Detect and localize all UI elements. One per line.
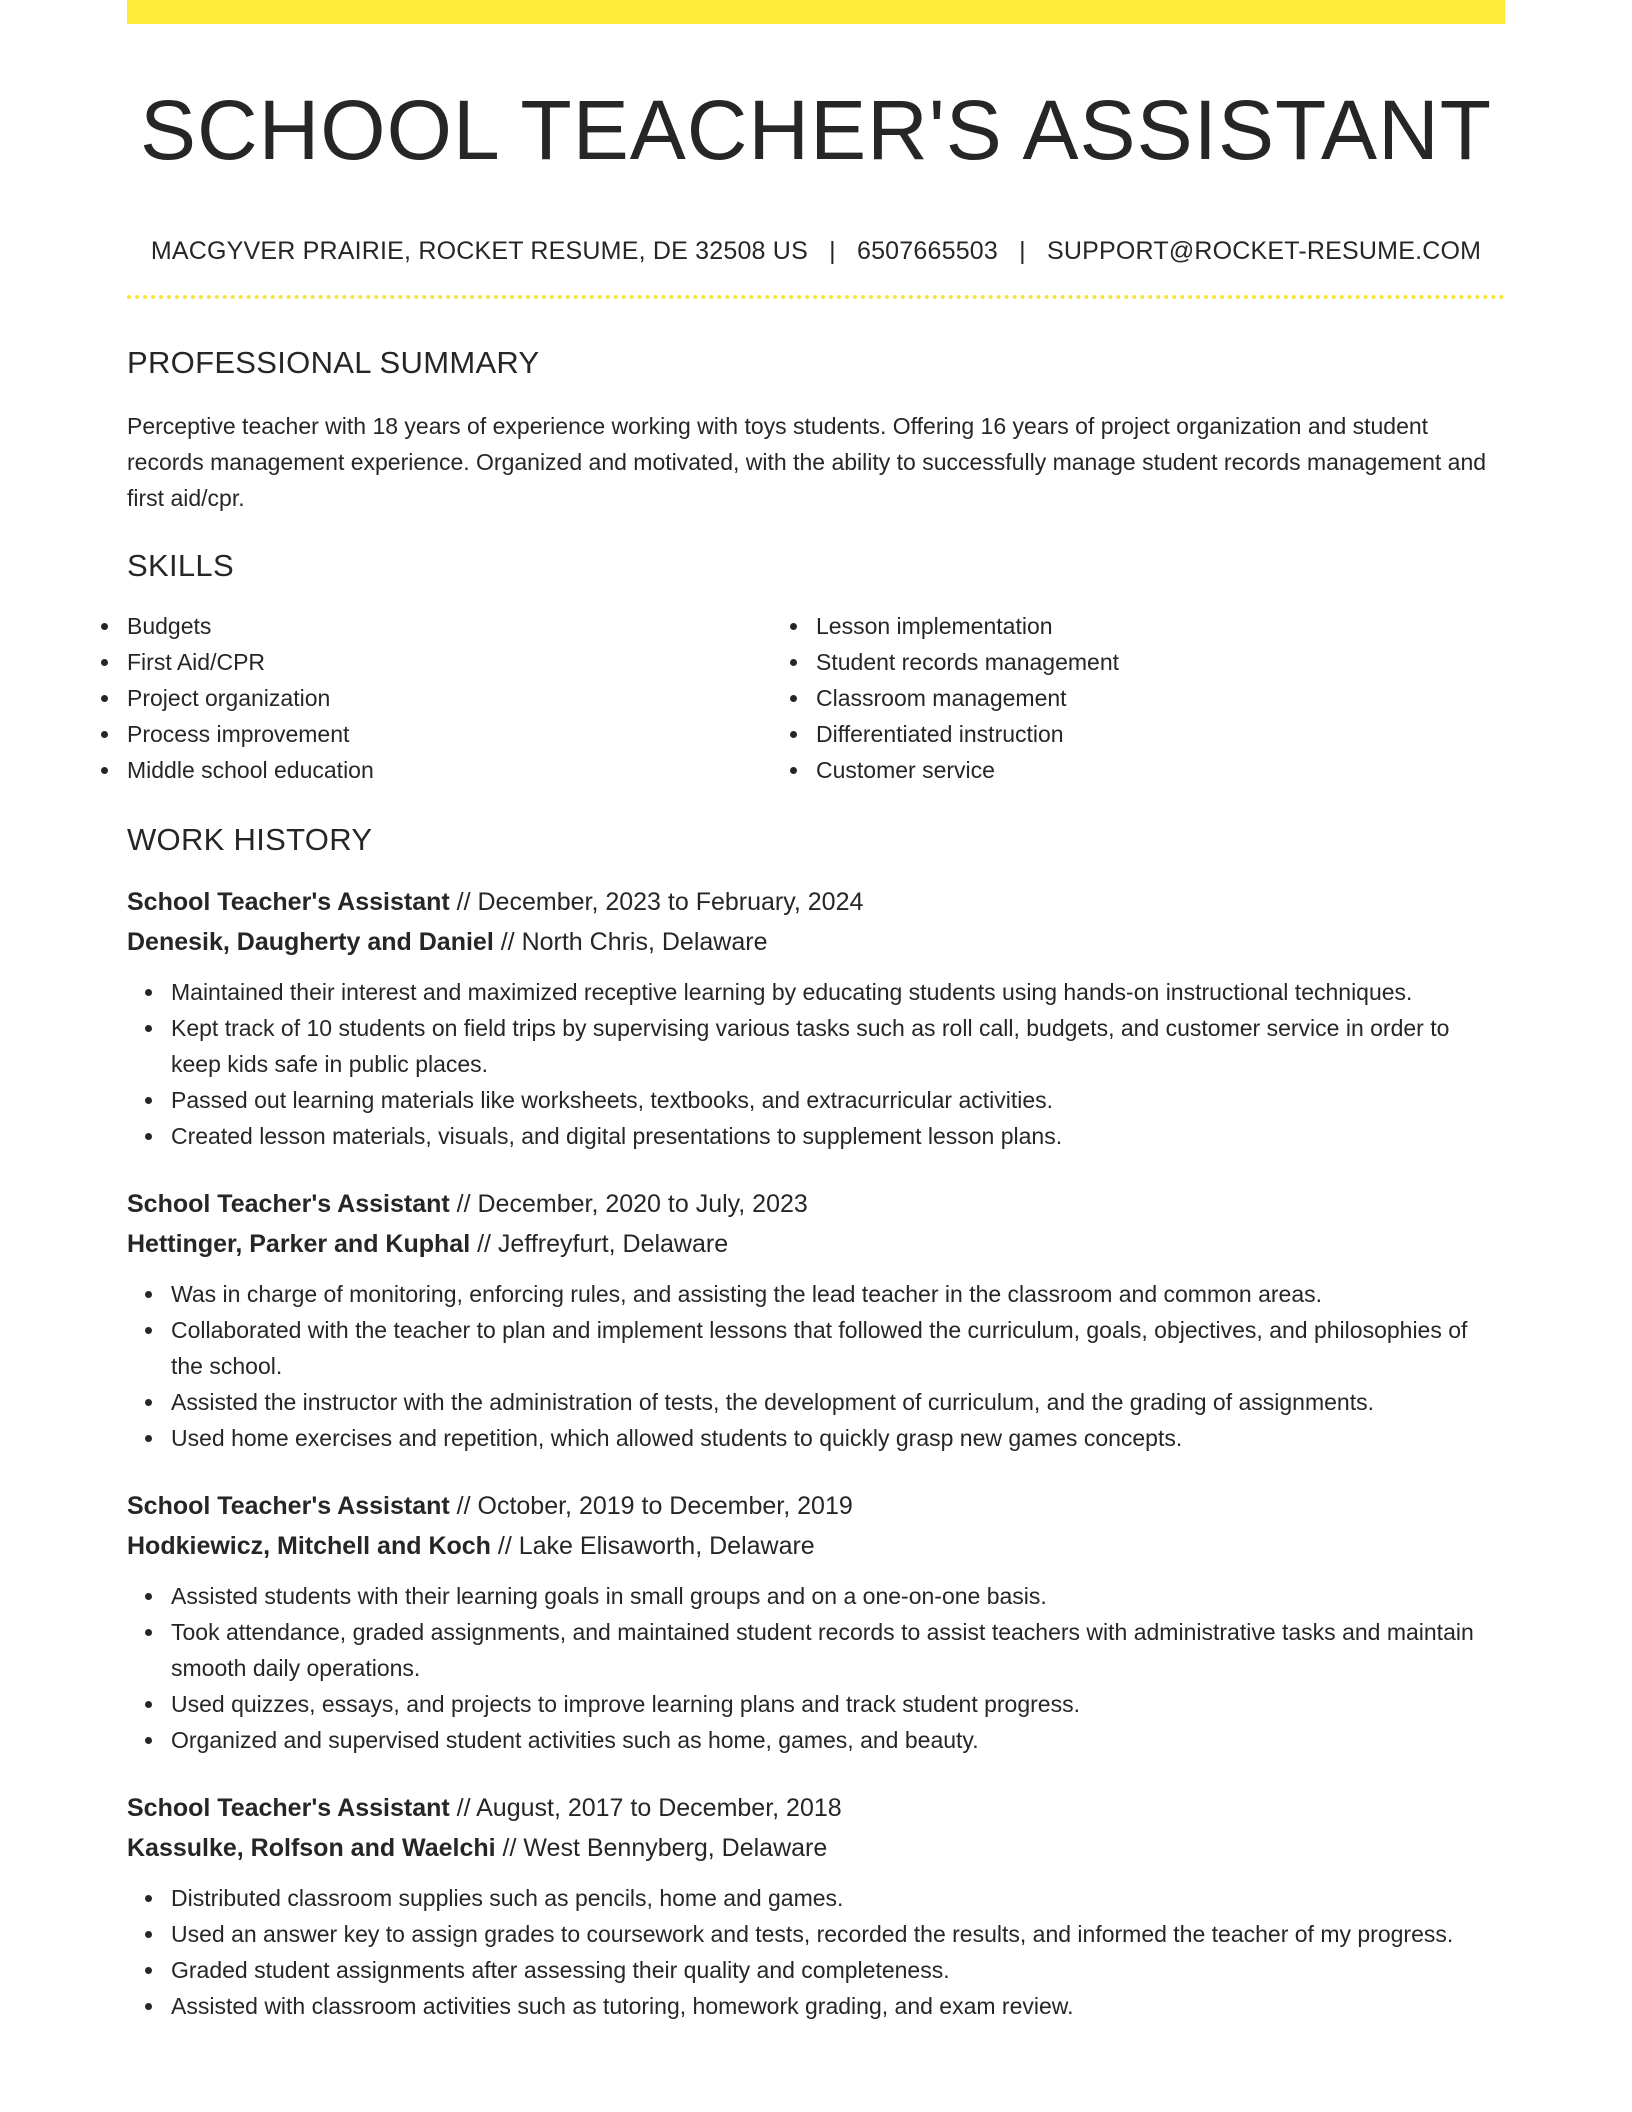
duty-item: Created lesson materials, visuals, and digital presentations to supplement lesson plans. xyxy=(171,1118,1505,1154)
skill-item: Student records management xyxy=(816,644,1505,680)
contact-phone: 6507665503 xyxy=(856,237,999,265)
skill-item: Differentiated instruction xyxy=(816,716,1505,752)
job-duties xyxy=(127,1276,1505,1456)
skill-item: Middle school education xyxy=(127,752,816,788)
contact-email: SUPPORT@ROCKET-RESUME.COM xyxy=(1047,237,1482,265)
job-duties xyxy=(127,1880,1505,2024)
duty-item: Collaborated with the teacher to plan and implement lessons that followed the curriculum, goals, objectives, and philosophies of the school. xyxy=(171,1312,1505,1384)
duty-item: Assisted with classroom activities such as tutoring, homework grading, and exam review. xyxy=(171,1988,1505,2024)
job-company: Hodkiewicz, Mitchell and Koch xyxy=(127,1532,491,1560)
job-dates: // December, 2023 to February, 2024 xyxy=(449,888,864,916)
duty-item: Kept track of 10 students on field trips by supervising various tasks such as roll call, budgets, and customer service in order to keep kids safe in public places. xyxy=(171,1010,1505,1082)
skills-list-right xyxy=(816,608,1505,788)
duty-item: Used an answer key to assign grades to coursework and tests, recorded the results, and informed the teacher of my progress. xyxy=(171,1916,1505,1952)
job-role: School Teacher's Assistant xyxy=(127,1492,450,1520)
job-entry xyxy=(127,1486,1505,1758)
duty-item: Assisted the instructor with the administration of tests, the development of curriculum, and the grading of assignments. xyxy=(171,1384,1505,1420)
summary-text: Perceptive teacher with 18 years of experience working with toys students. Offering 16 years of project organization and student records management experience. Organized and motivated, with the ability to successfully manage student records management and first aid/cpr. xyxy=(127,413,1487,511)
job-entry xyxy=(127,1184,1505,1456)
contact-line xyxy=(127,235,1505,267)
skill-item: Customer service xyxy=(816,752,1505,788)
job-dates: // December, 2020 to July, 2023 xyxy=(449,1190,808,1218)
job-entry xyxy=(127,1788,1505,2024)
duty-item: Distributed classroom supplies such as pencils, home and games. xyxy=(171,1880,1505,1916)
work-history-heading: WORK HISTORY xyxy=(127,822,373,857)
job-dates: // August, 2017 to December, 2018 xyxy=(449,1794,842,1822)
skill-item: Lesson implementation xyxy=(816,608,1505,644)
contact-separator: | xyxy=(1019,237,1026,265)
duty-item: Organized and supervised student activities such as home, games, and beauty. xyxy=(171,1722,1505,1758)
resume-content xyxy=(127,0,1505,2024)
job-location: // North Chris, Delaware xyxy=(493,928,768,956)
skill-item: Process improvement xyxy=(127,716,816,752)
skills-heading: SKILLS xyxy=(127,548,234,583)
job-dates: // October, 2019 to December, 2019 xyxy=(449,1492,853,1520)
job-role-line xyxy=(127,1184,1505,1224)
job-role: School Teacher's Assistant xyxy=(127,1794,450,1822)
duty-item: Was in charge of monitoring, enforcing rules, and assisting the lead teacher in the classroom and common areas. xyxy=(171,1276,1505,1312)
skill-item: First Aid/CPR xyxy=(127,644,816,680)
duty-item: Graded student assignments after assessing their quality and completeness. xyxy=(171,1952,1505,1988)
contact-separator: | xyxy=(829,237,836,265)
skill-item: Classroom management xyxy=(816,680,1505,716)
job-role-line xyxy=(127,1788,1505,1828)
job-company-line xyxy=(127,1224,1505,1264)
job-role-line xyxy=(127,882,1505,922)
duty-item: Passed out learning materials like worksheets, textbooks, and extracurricular activities. xyxy=(171,1082,1505,1118)
job-role: School Teacher's Assistant xyxy=(127,1190,450,1218)
job-duties xyxy=(127,1578,1505,1758)
job-duties xyxy=(127,974,1505,1154)
job-location: // Jeffreyfurt, Delaware xyxy=(470,1230,729,1258)
job-company: Kassulke, Rolfson and Waelchi xyxy=(127,1834,496,1862)
skill-item: Budgets xyxy=(127,608,816,644)
duty-item: Took attendance, graded assignments, and maintained student records to assist teachers with administrative tasks and maintain smooth daily operations. xyxy=(171,1614,1505,1686)
skill-item: Project organization xyxy=(127,680,816,716)
skills-list-left xyxy=(127,608,816,788)
job-company-line xyxy=(127,1828,1505,1868)
duty-item: Assisted students with their learning goals in small groups and on a one-on-one basis. xyxy=(171,1578,1505,1614)
job-role: School Teacher's Assistant xyxy=(127,888,450,916)
job-company-line xyxy=(127,1526,1505,1566)
job-entry xyxy=(127,882,1505,1154)
job-location: // West Bennyberg, Delaware xyxy=(495,1834,828,1862)
job-company-line xyxy=(127,922,1505,962)
job-role-line xyxy=(127,1486,1505,1526)
job-company: Denesik, Daugherty and Daniel xyxy=(127,928,494,956)
duty-item: Used home exercises and repetition, which allowed students to quickly grasp new games concepts. xyxy=(171,1420,1505,1456)
duty-item: Used quizzes, essays, and projects to improve learning plans and track student progress. xyxy=(171,1686,1505,1722)
header-divider xyxy=(127,295,1505,299)
duty-item: Maintained their interest and maximized receptive learning by educating students using hands-on instructional techniques. xyxy=(171,974,1505,1010)
resume-title: SCHOOL TEACHER'S ASSISTANT xyxy=(139,83,1493,177)
contact-address: MACGYVER PRAIRIE, ROCKET RESUME, DE 32508 US xyxy=(150,237,808,265)
job-location: // Lake Elisaworth, Delaware xyxy=(490,1532,815,1560)
skills-grid xyxy=(127,608,1505,788)
summary-heading: PROFESSIONAL SUMMARY xyxy=(127,345,540,380)
job-company: Hettinger, Parker and Kuphal xyxy=(127,1230,471,1258)
